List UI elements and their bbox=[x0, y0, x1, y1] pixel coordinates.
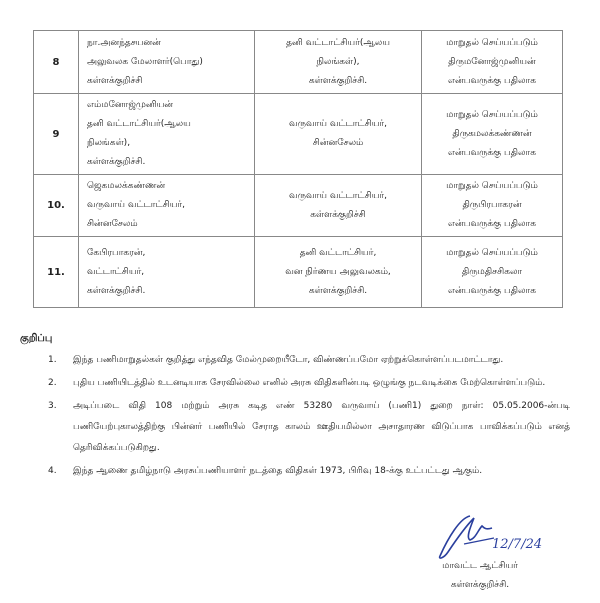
remarks-line: என்பவருக்கு பதிலாக bbox=[448, 147, 536, 158]
serial-number: 8 bbox=[34, 31, 79, 94]
serial-number: 11. bbox=[34, 237, 79, 308]
transfer-table bbox=[33, 30, 563, 308]
employee-details bbox=[79, 31, 255, 94]
svg-text:12/7/24: 12/7/24 bbox=[492, 537, 543, 552]
employee-details bbox=[79, 237, 255, 308]
new-posting-line: வன நிர்ணய அலுவலகம், bbox=[285, 266, 391, 277]
remarks-line: மாறுதல் செய்யப்படும் bbox=[446, 37, 538, 48]
employee-details-line: அலுவலக மேலாளர்(பொது) bbox=[87, 56, 203, 67]
remarks-line: திருபிரபாகரன் bbox=[462, 200, 522, 210]
employee-details-line: தனி வட்டாட்சியர்(ஆலய bbox=[87, 119, 191, 129]
note-number: 4. bbox=[48, 466, 57, 476]
remarks-line: மாறுதல் செய்யப்படும் bbox=[446, 181, 538, 191]
new-posting-line: தனி வட்டாட்சியர்(ஆலய bbox=[286, 37, 390, 48]
employee-details bbox=[79, 175, 255, 237]
employee-details-line: வருவாய் வட்டாட்சியர், bbox=[87, 200, 185, 210]
employee-details-line: கள்ளக்குறிச்சி. bbox=[87, 285, 146, 296]
employee-details-line: கள்ளக்குறிச்சி bbox=[87, 75, 143, 86]
remarks-line: மாறுதல் செய்யப்படும் bbox=[446, 247, 538, 258]
table-row bbox=[34, 31, 563, 94]
note-text: இந்த பணிமாறுதல்கள் குறித்து எந்தவித மேல்முறையீடோ, விண்ணப்பமோ ஏற்றுக்கொள்ளப்படமாட்டாது. bbox=[73, 355, 504, 365]
employee-details-line: நா.அனந்தசயனன் bbox=[87, 37, 161, 48]
new-posting-line: வருவாய் வட்டாட்சியர், bbox=[289, 119, 387, 129]
new-posting-line: நிலங்கள்), bbox=[316, 56, 360, 67]
note-number: 3. bbox=[48, 401, 57, 411]
new-posting-line: கள்ளக்குறிச்சி. bbox=[308, 75, 368, 86]
remarks bbox=[422, 31, 563, 94]
remarks-line: என்பவருக்கு பதிலாக bbox=[448, 75, 536, 86]
new-posting-line: தனி வட்டாட்சியர், bbox=[299, 247, 377, 258]
remarks-line: திருமதிசசிகலா bbox=[461, 266, 523, 277]
serial-number: 9 bbox=[34, 94, 79, 175]
signatory-place: கள்ளக்குறிச்சி. bbox=[450, 580, 510, 590]
new-posting bbox=[255, 94, 422, 175]
note-item bbox=[48, 350, 570, 371]
remarks-line: என்பவருக்கு பதிலாக bbox=[448, 285, 536, 296]
employee-details-line: சின்னசேலம் bbox=[87, 219, 138, 229]
new-posting-line: கள்ளக்குறிச்சி. bbox=[308, 285, 368, 296]
note-item bbox=[48, 373, 570, 394]
signatory-title: மாவட்ட ஆட்சியர் bbox=[442, 561, 518, 571]
note-number: 2. bbox=[48, 378, 57, 388]
notes-list bbox=[48, 350, 570, 484]
new-posting-line: சின்னசேலம் bbox=[312, 138, 364, 148]
note-number: 1. bbox=[48, 355, 57, 365]
employee-details-line: நிலங்கள்), bbox=[87, 138, 131, 148]
note-text: புதிய பணியிடத்தில் உடனடியாக சேரவில்லை எனில் அரசு விதிகளின்படி ஒழுங்கு நடவடிக்கை மேற்கொள்ளப்படும். bbox=[73, 378, 546, 388]
serial-number: 10. bbox=[34, 175, 79, 237]
employee-details bbox=[79, 94, 255, 175]
new-posting bbox=[255, 31, 422, 94]
remarks bbox=[422, 94, 563, 175]
employee-details-line: கேபிரபாகரன், bbox=[87, 247, 146, 258]
new-posting bbox=[255, 175, 422, 237]
employee-details-line: வட்டாட்சியர், bbox=[87, 266, 145, 277]
notes-heading: குறிப்பு bbox=[20, 333, 53, 344]
remarks-line: திருகமலக்கண்ணன் bbox=[452, 128, 532, 139]
new-posting-line: வருவாய் வட்டாட்சியர், bbox=[289, 190, 387, 201]
remarks-line: மாறுதல் செய்யப்படும் bbox=[446, 109, 538, 120]
note-text: அடிப்படை விதி 108 மற்றும் அரசு கடித எண் 53280 வருவாய் (பணி1) துறை நாள்: 05.05.2006-ன்படி பணியேற்புகாலத்திற்கு பின்னர் பணியில் சேராத காலம் ஊதியமில்லா அசாதாரண விடுப்பாக பாவிக்கப்படும் எனத் தெரிவிக்கப்படுகிறது. bbox=[73, 401, 570, 453]
remarks bbox=[422, 237, 563, 308]
remarks-line: என்பவருக்கு பதிலாக bbox=[448, 219, 536, 229]
note-item bbox=[48, 396, 570, 459]
note-text: இந்த ஆணை தமிழ்நாடு அரசுப்பணியாளர் நடத்தை விதிகள் 1973, பிரிவு 18-க்கு உட்பட்டது ஆகும். bbox=[73, 466, 483, 476]
new-posting-line: கள்ளக்குறிச்சி bbox=[310, 209, 366, 220]
table-row bbox=[34, 94, 563, 175]
remarks bbox=[422, 175, 563, 237]
remarks-line: திருமனோஜ்முனியன் bbox=[448, 56, 536, 67]
employee-details-line: எம்மனோஜ்முனியன் bbox=[87, 100, 174, 110]
table-row bbox=[34, 175, 563, 237]
employee-details-line: கள்ளக்குறிச்சி. bbox=[87, 157, 146, 167]
note-item bbox=[48, 461, 570, 482]
signature-icon bbox=[430, 508, 550, 564]
employee-details-line: ஜெகமலக்கண்ணன் bbox=[87, 181, 166, 191]
new-posting bbox=[255, 237, 422, 308]
table-row bbox=[34, 237, 563, 308]
